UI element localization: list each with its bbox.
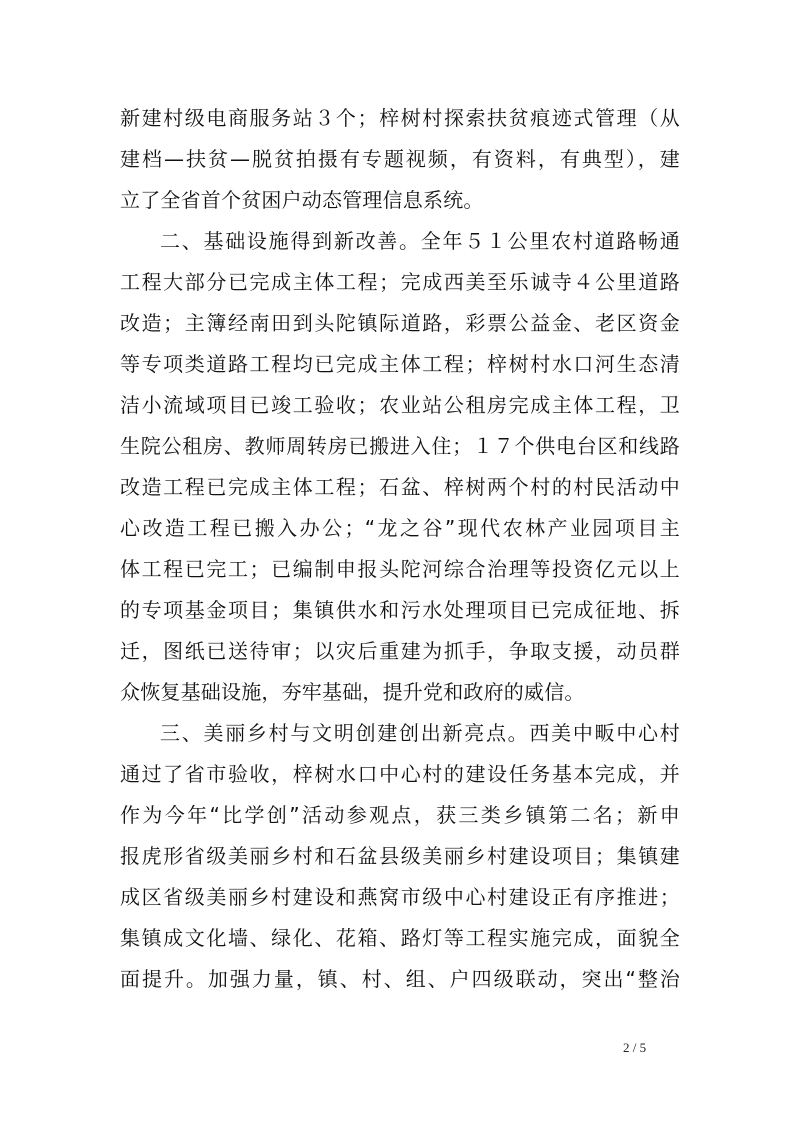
paragraph-1-line-1: 新建村级电商服务站３个；梓树村探索扶贫痕迹式管理（从: [120, 106, 680, 130]
paragraph-3-line-5: 成区省级美丽乡村建设和燕窝市级中心村建设正有序推进；: [120, 885, 680, 909]
paragraph-2-line-9: 体工程已完工；已编制申报头陀河综合治理等投资亿元以上: [120, 557, 680, 581]
paragraph-3-line-7: 面提升。加强力量，镇、村、组、户四级联动，突出“整治: [120, 967, 680, 991]
paragraph-3-line-3: 作为今年“比学创”活动参观点，获三类乡镇第二名；新申: [120, 803, 680, 827]
paragraph-2-line-1: 二、基础设施得到新改善。全年５１公里农村道路畅通: [160, 229, 680, 253]
paragraph-2-line-3: 改造；主簿经南田到头陀镇际道路，彩票公益金、老区资金: [120, 311, 680, 335]
paragraph-2-line-8: 心改造工程已搬入办公；“龙之谷”现代农林产业园项目主: [120, 516, 680, 540]
paragraph-2-line-4: 等专项类道路工程均已完成主体工程；梓树村水口河生态清: [120, 352, 680, 376]
page-number: 2 / 5: [623, 1040, 647, 1055]
paragraph-1-line-3: 立了全省首个贫困户动态管理信息系统。: [120, 188, 484, 212]
paragraph-2-line-6: 生院公租房、教师周转房已搬进入住；１７个供电台区和线路: [120, 434, 680, 458]
paragraph-1-line-2: 建档—扶贫—脱贫拍摄有专题视频，有资料，有典型），建: [120, 147, 680, 171]
paragraph-2-line-11: 迁，图纸已送待审；以灾后重建为抓手，争取支援，动员群: [120, 639, 680, 663]
paragraph-2-line-5: 洁小流域项目已竣工验收；农业站公租房完成主体工程，卫: [120, 393, 680, 417]
paragraph-3-line-4: 报虎形省级美丽乡村和石盆县级美丽乡村建设项目；集镇建: [120, 844, 680, 868]
paragraph-2-line-7: 改造工程已完成主体工程；石盆、梓树两个村的村民活动中: [120, 475, 680, 499]
paragraph-3-line-2: 通过了省市验收，梓树水口中心村的建设任务基本完成，并: [120, 762, 680, 786]
paragraph-2-line-2: 工程大部分已完成主体工程；完成西美至乐诚寺４公里道路: [120, 270, 680, 294]
paragraph-2-line-10: 的专项基金项目；集镇供水和污水处理项目已完成征地、拆: [120, 598, 680, 622]
paragraph-3-line-6: 集镇成文化墙、绿化、花箱、路灯等工程实施完成，面貌全: [120, 926, 680, 950]
paragraph-3-line-1: 三、美丽乡村与文明创建创出新亮点。西美中畈中心村: [160, 721, 680, 745]
paragraph-2-line-12: 众恢复基础设施，夯牢基础，提升党和政府的威信。: [120, 680, 585, 704]
